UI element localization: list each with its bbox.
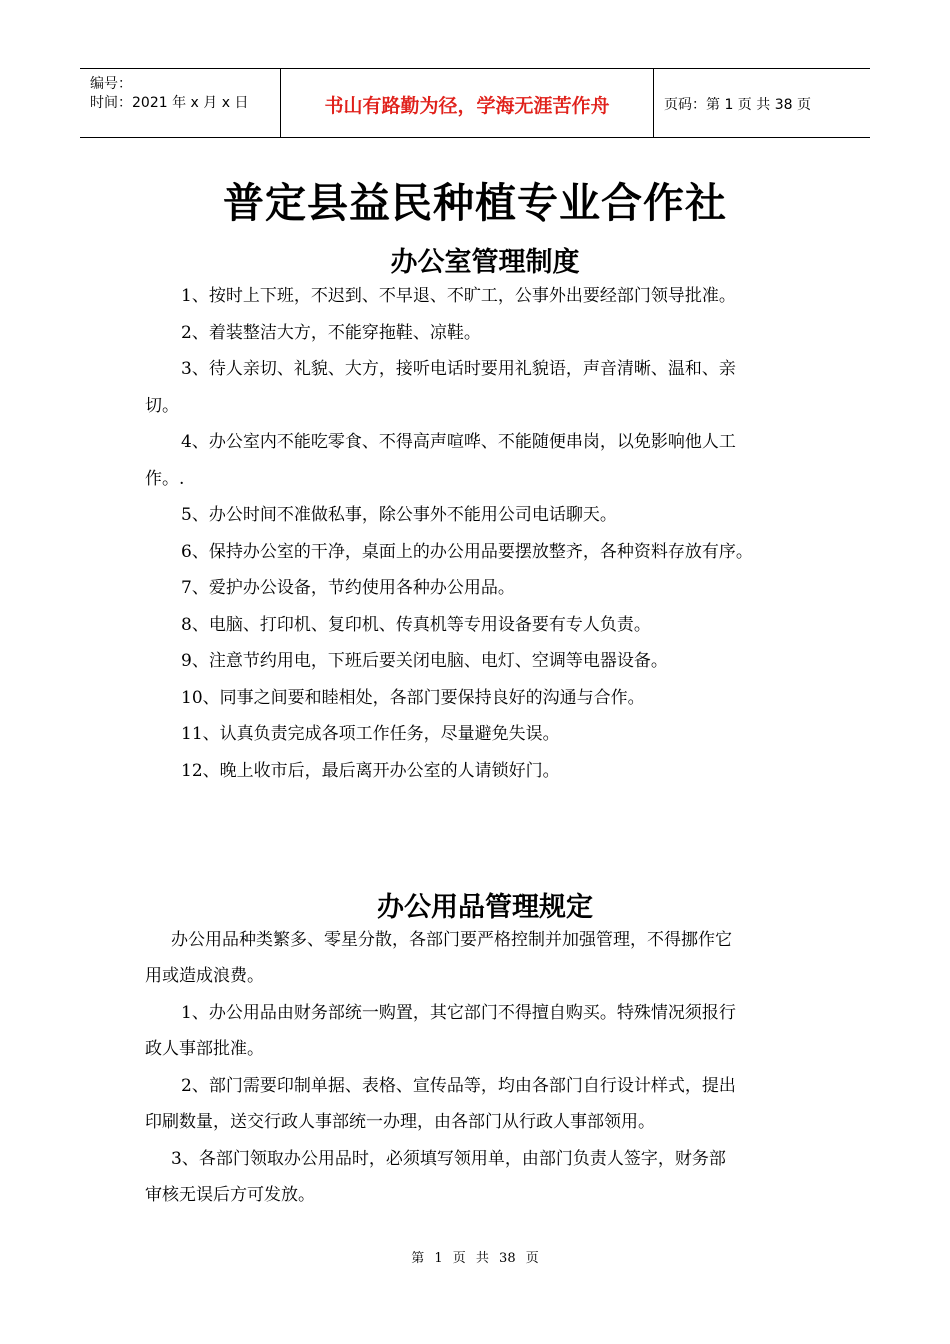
rule-line: 7、爱护办公设备，节约使用各种办公用品。 [181, 578, 515, 598]
rule-line: 12、晚上收市后，最后离开办公室的人请锁好门。 [181, 761, 560, 781]
rule-line: 11、认真负责完成各项工作任务，尽量避免失误。 [181, 724, 560, 744]
header-right-cell [654, 69, 870, 137]
rule-line-continuation: 作。. [145, 469, 185, 489]
section-title-office-rules: 办公室管理制度 [390, 247, 580, 278]
rule-line: 4、办公室内不能吃零食、不得高声喧哗、不能随便串岗，以免影响他人工 [181, 432, 736, 452]
document-header [80, 68, 870, 138]
supplies-line-continuation: 政人事部批准。 [145, 1039, 264, 1059]
supplies-line: 1、办公用品由财务部统一购置，其它部门不得擅自购买。特殊情况须报行 [181, 1003, 736, 1023]
header-middle-cell [281, 69, 654, 137]
rule-line: 10、同事之间要和睦相处，各部门要保持良好的沟通与合作。 [181, 688, 645, 708]
rule-line-continuation: 切。 [145, 396, 179, 416]
rule-line: 6、保持办公室的干净，桌面上的办公用品要摆放整齐，各种资料存放有序。 [181, 542, 753, 562]
header-left-cell [80, 69, 281, 137]
rule-line: 2、着装整洁大方，不能穿拖鞋、凉鞋。 [181, 323, 481, 343]
section-title-supplies-rules: 办公用品管理规定 [377, 892, 593, 923]
rule-line: 9、注意节约用电，下班后要关闭电脑、电灯、空调等电器设备。 [181, 651, 668, 671]
rule-line: 8、电脑、打印机、复印机、传真机等专用设备要有专人负责。 [181, 615, 651, 635]
document-time-label: 时间：2021 年 x 月 x 日 [90, 95, 249, 111]
supplies-line-continuation: 审核无误后方可发放。 [145, 1185, 315, 1205]
supplies-line-continuation: 印刷数量，送交行政人事部统一办理，由各部门从行政人事部领用。 [145, 1112, 655, 1132]
rule-line: 1、按时上下班，不迟到、不早退、不旷工，公事外出要经部门领导批准。 [181, 286, 736, 306]
supplies-line: 2、部门需要印制单据、表格、宣传品等，均由各部门自行设计样式，提出 [181, 1076, 736, 1096]
rule-line: 5、办公时间不准做私事，除公事外不能用公司电话聊天。 [181, 505, 617, 525]
supplies-line-continuation: 用或造成浪费。 [145, 966, 264, 986]
page-footer: 第 1 页 共 38 页 [411, 1251, 539, 1266]
supplies-line: 3、各部门领取办公用品时，必须填写领用单，由部门负责人签字，财务部 [171, 1149, 726, 1169]
header-motto: 书山有路勤为径，学海无涯苦作舟 [324, 95, 610, 117]
supplies-line: 办公用品种类繁多、零星分散，各部门要严格控制并加强管理，不得挪作它 [171, 930, 732, 950]
organization-title: 普定县益民种植专业合作社 [223, 179, 727, 227]
rule-line: 3、待人亲切、礼貌、大方，接听电话时要用礼貌语，声音清晰、温和、亲 [181, 359, 736, 379]
document-number-label: 编号： [90, 76, 132, 92]
page-info: 页码：第 1 页 共 38 页 [664, 97, 811, 113]
